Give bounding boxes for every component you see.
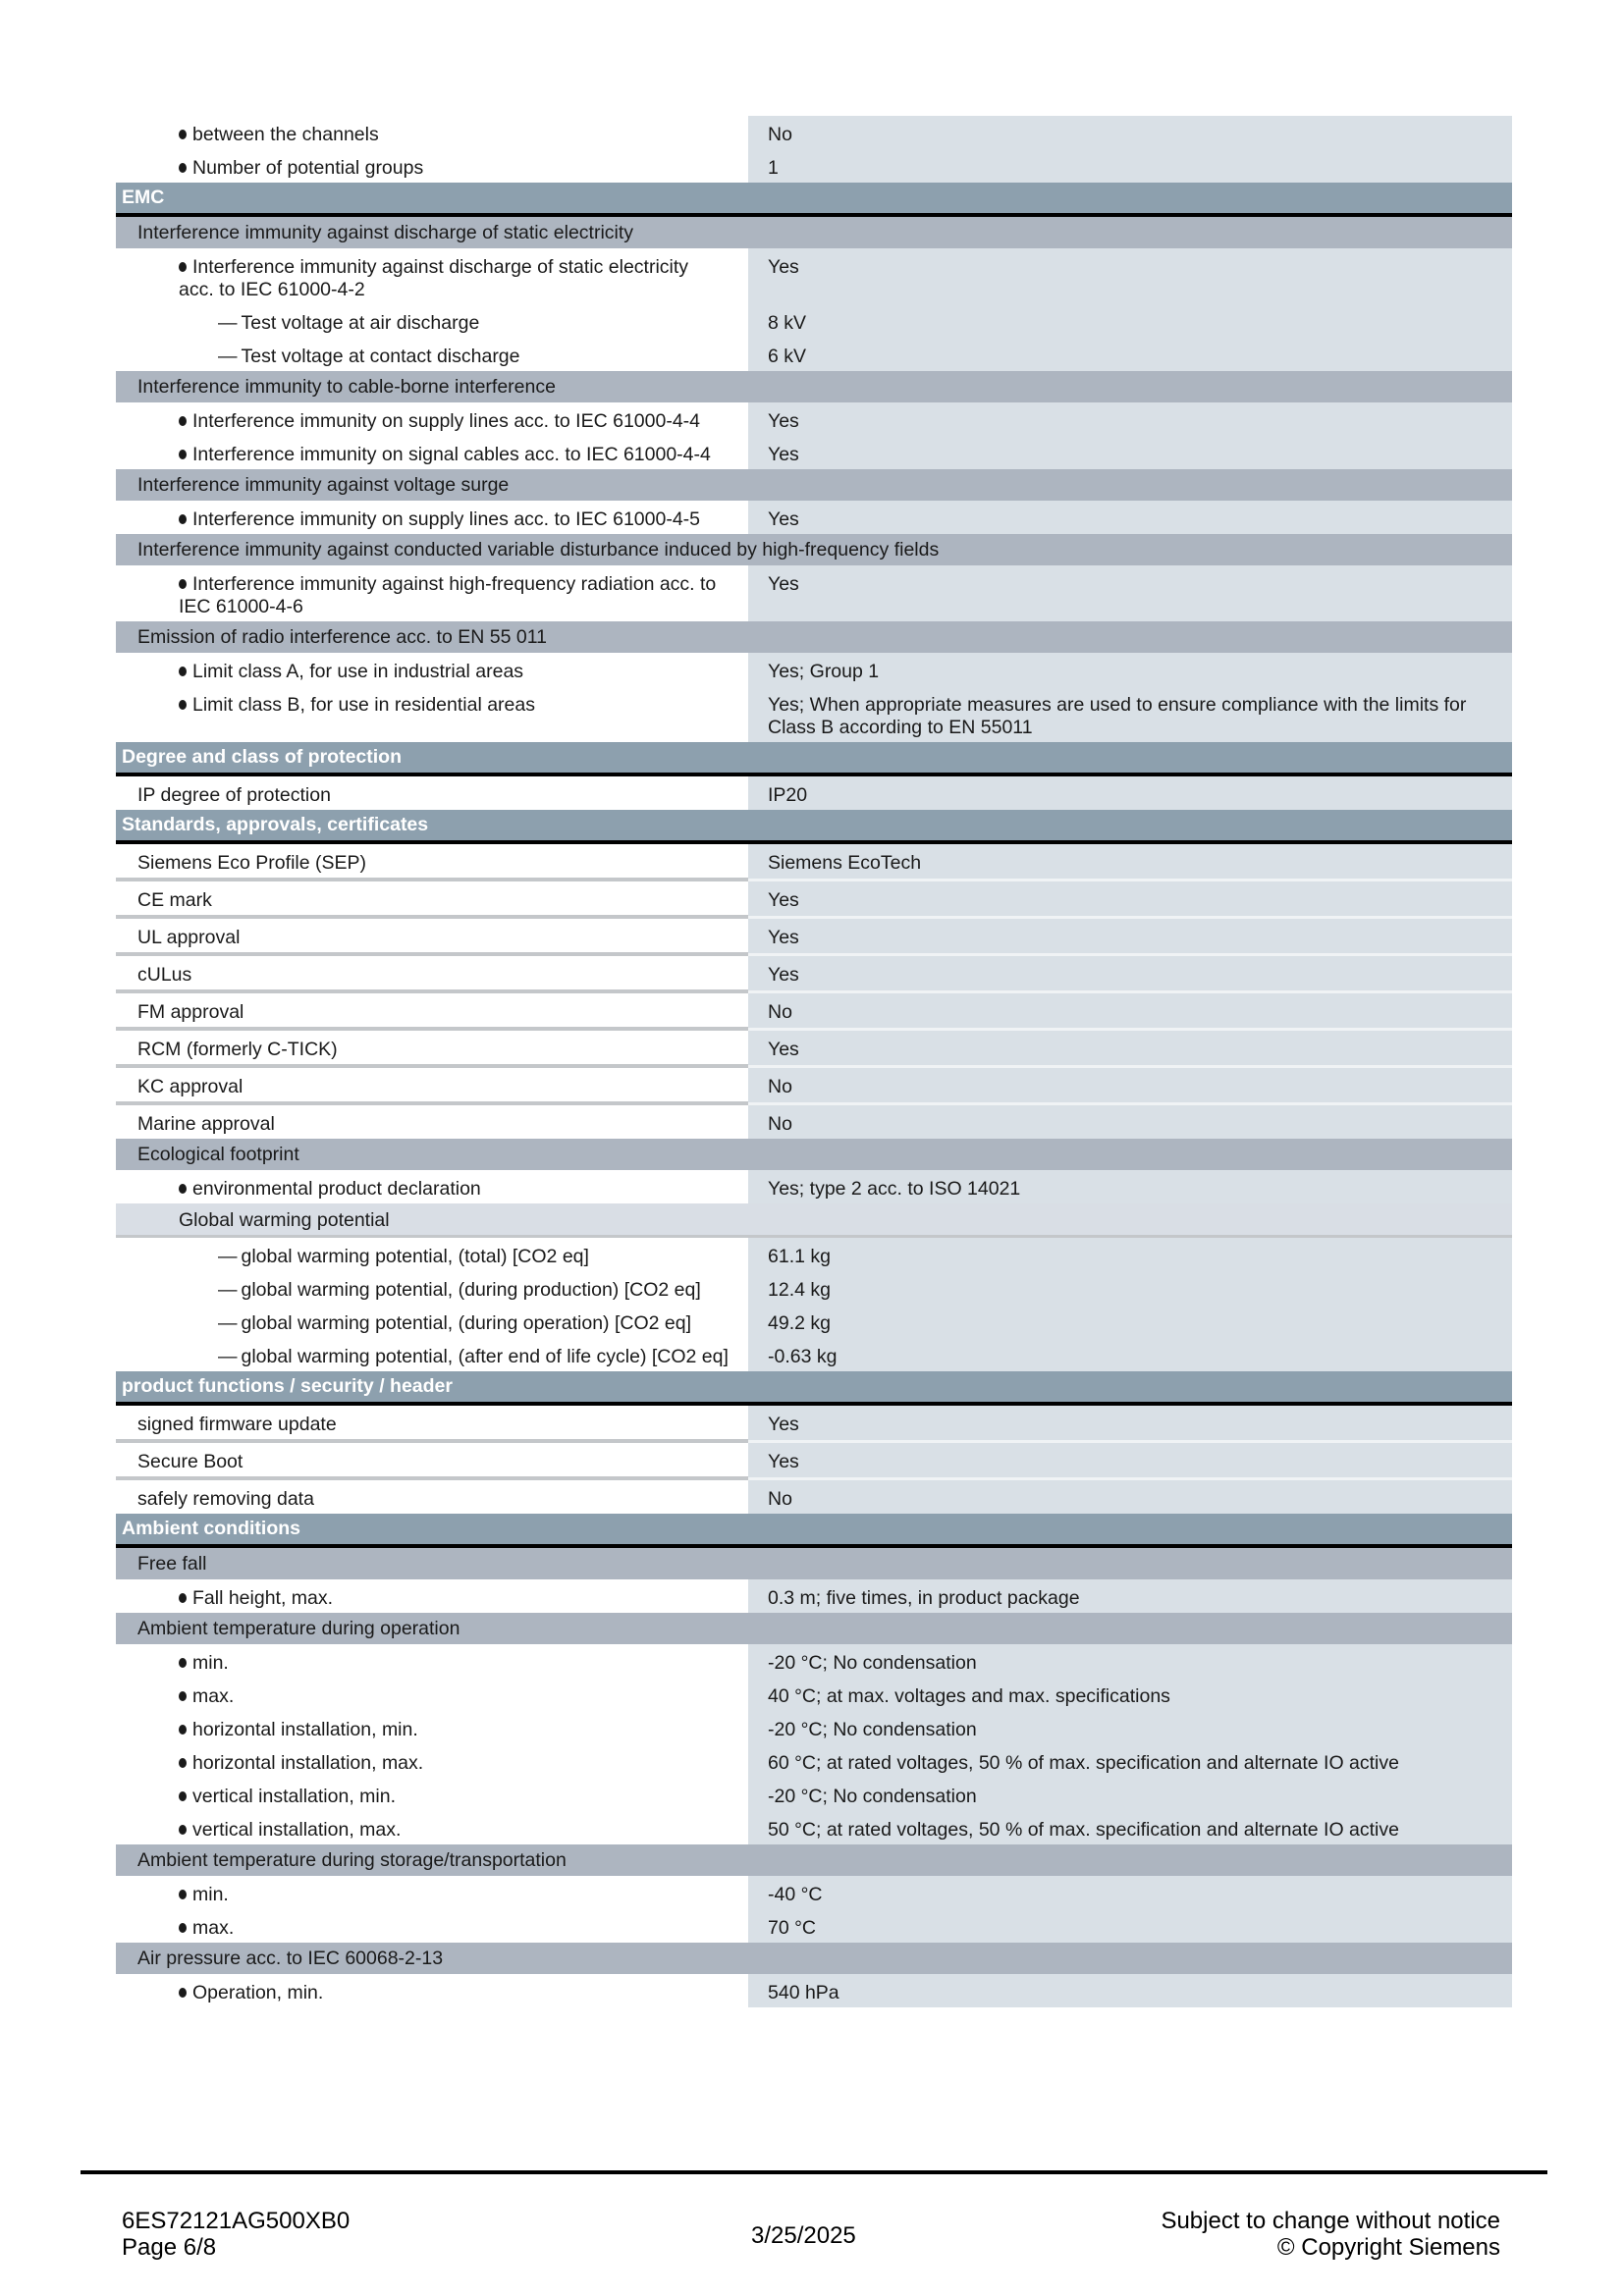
row-label-text: global warming potential, (total) [CO2 eq] bbox=[241, 1246, 589, 1267]
row-value: 50 °C; at rated voltages, 50 % of max. specification and alternate IO active bbox=[748, 1811, 1512, 1844]
row-label-text: horizontal installation, min. bbox=[192, 1719, 418, 1740]
row-label bbox=[116, 919, 748, 956]
section-header: EMC bbox=[116, 183, 1512, 217]
row-value: 12.4 kg bbox=[748, 1271, 1512, 1305]
row-label bbox=[116, 1105, 748, 1139]
group-header: Free fall bbox=[116, 1548, 1512, 1579]
row-label bbox=[116, 1974, 748, 2007]
row-label-text: min. bbox=[192, 1652, 229, 1674]
table-row bbox=[116, 1711, 1512, 1744]
table-row bbox=[116, 956, 1512, 993]
row-label-text: Interference immunity on supply lines acc. to IEC 61000-4-4 bbox=[192, 410, 701, 432]
row-label-text: Limit class A, for use in industrial areas bbox=[192, 661, 524, 682]
row-value: 1 bbox=[748, 149, 1512, 183]
row-label bbox=[116, 1744, 748, 1778]
row-label bbox=[116, 1678, 748, 1711]
row-label bbox=[116, 844, 748, 881]
row-label bbox=[116, 1068, 748, 1105]
table-row bbox=[116, 1105, 1512, 1139]
table-row bbox=[116, 1644, 1512, 1678]
bullet-icon bbox=[179, 1890, 187, 1899]
table-row bbox=[116, 1744, 1512, 1778]
section-header: product functions / security / header bbox=[116, 1371, 1512, 1406]
subgroup-header: Global warming potential bbox=[116, 1203, 1512, 1238]
row-value: No bbox=[748, 1105, 1512, 1139]
table-row bbox=[116, 1031, 1512, 1068]
table-row bbox=[116, 436, 1512, 469]
bullet-icon bbox=[179, 163, 187, 173]
table-row bbox=[116, 653, 1512, 686]
table-row bbox=[116, 1678, 1512, 1711]
bullet-icon bbox=[179, 262, 187, 272]
row-value: Yes bbox=[748, 919, 1512, 956]
table-row bbox=[116, 1480, 1512, 1514]
table-row bbox=[116, 1443, 1512, 1480]
table-row bbox=[116, 1238, 1512, 1271]
row-value: 0.3 m; five times, in product package bbox=[748, 1579, 1512, 1613]
row-label-text: Operation, min. bbox=[192, 1982, 324, 2003]
table-row bbox=[116, 881, 1512, 919]
page-number: Page 6/8 bbox=[122, 2234, 217, 2261]
row-value: No bbox=[748, 1480, 1512, 1514]
bullet-icon bbox=[179, 1923, 187, 1933]
row-value: Yes bbox=[748, 881, 1512, 919]
table-row bbox=[116, 248, 1512, 304]
row-label-text: min. bbox=[192, 1884, 229, 1905]
row-value: -20 °C; No condensation bbox=[748, 1778, 1512, 1811]
row-label-text: max. bbox=[192, 1685, 235, 1707]
footer-right bbox=[1161, 2208, 1500, 2261]
group-header: Air pressure acc. to IEC 60068-2-13 bbox=[116, 1943, 1512, 1974]
row-label-text: Secure Boot bbox=[137, 1451, 243, 1472]
section-header: Standards, approvals, certificates bbox=[116, 810, 1512, 844]
row-value: IP20 bbox=[748, 776, 1512, 810]
row-label-text: global warming potential, (during operation) [CO2 eq] bbox=[241, 1312, 692, 1334]
dash-icon: — bbox=[218, 1312, 238, 1334]
row-label-text: Interference immunity on signal cables acc. to IEC 61000-4-4 bbox=[192, 444, 711, 465]
row-value: 61.1 kg bbox=[748, 1238, 1512, 1271]
table-row bbox=[116, 993, 1512, 1031]
row-value: No bbox=[748, 1068, 1512, 1105]
dash-icon: — bbox=[218, 1346, 238, 1367]
table-row bbox=[116, 1811, 1512, 1844]
table-row bbox=[116, 1170, 1512, 1203]
row-label-text: signed firmware update bbox=[137, 1414, 337, 1435]
row-value: No bbox=[748, 116, 1512, 149]
row-value: -0.63 kg bbox=[748, 1338, 1512, 1371]
row-value: Yes bbox=[748, 1406, 1512, 1443]
row-value: 540 hPa bbox=[748, 1974, 1512, 2007]
table-row bbox=[116, 1579, 1512, 1613]
bullet-icon bbox=[179, 1988, 187, 1998]
order-number: 6ES72121AG500XB0 bbox=[122, 2208, 351, 2234]
footer-divider bbox=[81, 2170, 1547, 2174]
bullet-icon bbox=[179, 450, 187, 459]
row-value: Yes bbox=[748, 402, 1512, 436]
table-row bbox=[116, 1778, 1512, 1811]
table-row bbox=[116, 402, 1512, 436]
dash-icon: — bbox=[218, 1246, 238, 1267]
row-value: 49.2 kg bbox=[748, 1305, 1512, 1338]
row-label bbox=[116, 1711, 748, 1744]
table-row bbox=[116, 565, 1512, 621]
row-label bbox=[116, 1338, 748, 1371]
table-row bbox=[116, 338, 1512, 371]
table-row bbox=[116, 304, 1512, 338]
bullet-icon bbox=[179, 1725, 187, 1735]
table-row bbox=[116, 776, 1512, 810]
row-value: Yes bbox=[748, 248, 1512, 304]
row-value: Yes bbox=[748, 1443, 1512, 1480]
row-label-text: KC approval bbox=[137, 1076, 243, 1097]
group-header: Emission of radio interference acc. to EN 55 011 bbox=[116, 621, 1512, 653]
table-row bbox=[116, 1338, 1512, 1371]
row-label-text: max. bbox=[192, 1917, 235, 1939]
row-value: Yes bbox=[748, 1031, 1512, 1068]
row-label bbox=[116, 776, 748, 810]
row-label-text: Marine approval bbox=[137, 1113, 275, 1135]
table-row bbox=[116, 1909, 1512, 1943]
row-label bbox=[116, 501, 748, 534]
section-header: Degree and class of protection bbox=[116, 742, 1512, 776]
technical-data-table bbox=[116, 116, 1512, 2007]
group-header: Ambient temperature during storage/transportation bbox=[116, 1844, 1512, 1876]
row-label bbox=[116, 149, 748, 183]
bullet-icon bbox=[179, 1825, 187, 1835]
row-label bbox=[116, 1480, 748, 1514]
row-label bbox=[116, 402, 748, 436]
bullet-icon bbox=[179, 1758, 187, 1768]
table-row bbox=[116, 1305, 1512, 1338]
row-label-text: Test voltage at air discharge bbox=[241, 312, 480, 334]
table-row bbox=[116, 116, 1512, 149]
row-label bbox=[116, 565, 748, 621]
group-header: Ambient temperature during operation bbox=[116, 1613, 1512, 1644]
row-value: Yes bbox=[748, 565, 1512, 621]
group-header: Ecological footprint bbox=[116, 1139, 1512, 1170]
bullet-icon bbox=[179, 579, 187, 589]
bullet-icon bbox=[179, 1791, 187, 1801]
row-value: 8 kV bbox=[748, 304, 1512, 338]
table-row bbox=[116, 1068, 1512, 1105]
row-value: Yes; Group 1 bbox=[748, 653, 1512, 686]
group-header: Interference immunity against discharge of static electricity bbox=[116, 217, 1512, 248]
row-label bbox=[116, 248, 748, 304]
bullet-icon bbox=[179, 667, 187, 676]
row-label bbox=[116, 1031, 748, 1068]
row-label bbox=[116, 1238, 748, 1271]
row-label bbox=[116, 1406, 748, 1443]
table-row bbox=[116, 1974, 1512, 2007]
row-label-text: Siemens Eco Profile (SEP) bbox=[137, 852, 367, 874]
row-value: Yes bbox=[748, 436, 1512, 469]
row-label-text: Number of potential groups bbox=[192, 157, 424, 179]
row-label bbox=[116, 1909, 748, 1943]
bullet-icon bbox=[179, 700, 187, 710]
row-value: Siemens EcoTech bbox=[748, 844, 1512, 881]
row-label bbox=[116, 1778, 748, 1811]
row-label-text: safely removing data bbox=[137, 1488, 314, 1510]
row-label bbox=[116, 653, 748, 686]
table-row bbox=[116, 844, 1512, 881]
row-value: 6 kV bbox=[748, 338, 1512, 371]
row-label bbox=[116, 956, 748, 993]
row-label bbox=[116, 1579, 748, 1613]
bullet-icon bbox=[179, 416, 187, 426]
row-label-text: between the channels bbox=[192, 124, 379, 145]
row-label bbox=[116, 1876, 748, 1909]
footer-date: 3/25/2025 bbox=[751, 2222, 856, 2249]
row-label-text: global warming potential, (during production) [CO2 eq] bbox=[241, 1279, 701, 1301]
row-label bbox=[116, 338, 748, 371]
row-label-text: Interference immunity against high-frequency radiation acc. to IEC 61000-4-6 bbox=[179, 573, 717, 617]
group-header: Interference immunity against voltage surge bbox=[116, 469, 1512, 501]
row-label bbox=[116, 881, 748, 919]
row-value: No bbox=[748, 993, 1512, 1031]
row-value: 60 °C; at rated voltages, 50 % of max. specification and alternate IO active bbox=[748, 1744, 1512, 1778]
bullet-icon bbox=[179, 1691, 187, 1701]
row-value: Yes bbox=[748, 956, 1512, 993]
table-row bbox=[116, 919, 1512, 956]
row-label-text: Fall height, max. bbox=[192, 1587, 334, 1609]
table-row bbox=[116, 149, 1512, 183]
row-label-text: Limit class B, for use in residential areas bbox=[192, 694, 535, 716]
change-notice: Subject to change without notice bbox=[1161, 2208, 1500, 2234]
row-label-text: Interference immunity against discharge of static electricity acc. to IEC 61000-4-2 bbox=[179, 256, 689, 300]
row-label-text: environmental product declaration bbox=[192, 1178, 481, 1200]
table-row bbox=[116, 686, 1512, 742]
row-label-text: vertical installation, min. bbox=[192, 1786, 396, 1807]
section-header: Ambient conditions bbox=[116, 1514, 1512, 1548]
row-label bbox=[116, 1271, 748, 1305]
row-label bbox=[116, 993, 748, 1031]
bullet-icon bbox=[179, 1658, 187, 1668]
bullet-icon bbox=[179, 1593, 187, 1603]
row-value: 40 °C; at max. voltages and max. specifications bbox=[748, 1678, 1512, 1711]
row-label-text: Test voltage at contact discharge bbox=[241, 346, 520, 367]
table-row bbox=[116, 1406, 1512, 1443]
row-label-text: CE mark bbox=[137, 889, 212, 911]
row-value: Yes bbox=[748, 501, 1512, 534]
group-header: Interference immunity to cable-borne interference bbox=[116, 371, 1512, 402]
row-label bbox=[116, 436, 748, 469]
row-label-text: RCM (formerly C-TICK) bbox=[137, 1039, 338, 1060]
row-label-text: global warming potential, (after end of life cycle) [CO2 eq] bbox=[241, 1346, 729, 1367]
row-value: Yes; type 2 acc. to ISO 14021 bbox=[748, 1170, 1512, 1203]
bullet-icon bbox=[179, 514, 187, 524]
row-label-text: horizontal installation, max. bbox=[192, 1752, 424, 1774]
table-row bbox=[116, 501, 1512, 534]
bullet-icon bbox=[179, 130, 187, 139]
row-label bbox=[116, 1305, 748, 1338]
row-label bbox=[116, 1443, 748, 1480]
table-row bbox=[116, 1876, 1512, 1909]
table-row bbox=[116, 1271, 1512, 1305]
group-header: Interference immunity against conducted variable disturbance induced by high-frequency fields bbox=[116, 534, 1512, 565]
row-label bbox=[116, 686, 748, 742]
row-value: Yes; When appropriate measures are used to ensure compliance with the limits for Class B according to EN 55011 bbox=[748, 686, 1512, 742]
dash-icon: — bbox=[218, 1279, 238, 1301]
row-label bbox=[116, 1811, 748, 1844]
row-label-text: IP degree of protection bbox=[137, 784, 331, 806]
footer-left bbox=[122, 2208, 350, 2261]
row-label-text: vertical installation, max. bbox=[192, 1819, 402, 1841]
row-label bbox=[116, 1644, 748, 1678]
dash-icon: — bbox=[218, 346, 238, 367]
row-value: -40 °C bbox=[748, 1876, 1512, 1909]
row-value: -20 °C; No condensation bbox=[748, 1644, 1512, 1678]
dash-icon: — bbox=[218, 312, 238, 334]
row-label-text: Interference immunity on supply lines acc. to IEC 61000-4-5 bbox=[192, 508, 701, 530]
row-label-text: cULus bbox=[137, 964, 192, 986]
row-label bbox=[116, 116, 748, 149]
copyright: © Copyright Siemens bbox=[1276, 2234, 1500, 2261]
row-label bbox=[116, 304, 748, 338]
row-label-text: UL approval bbox=[137, 927, 241, 948]
bullet-icon bbox=[179, 1184, 187, 1194]
row-label bbox=[116, 1170, 748, 1203]
row-label-text: FM approval bbox=[137, 1001, 244, 1023]
row-value: -20 °C; No condensation bbox=[748, 1711, 1512, 1744]
row-value: 70 °C bbox=[748, 1909, 1512, 1943]
